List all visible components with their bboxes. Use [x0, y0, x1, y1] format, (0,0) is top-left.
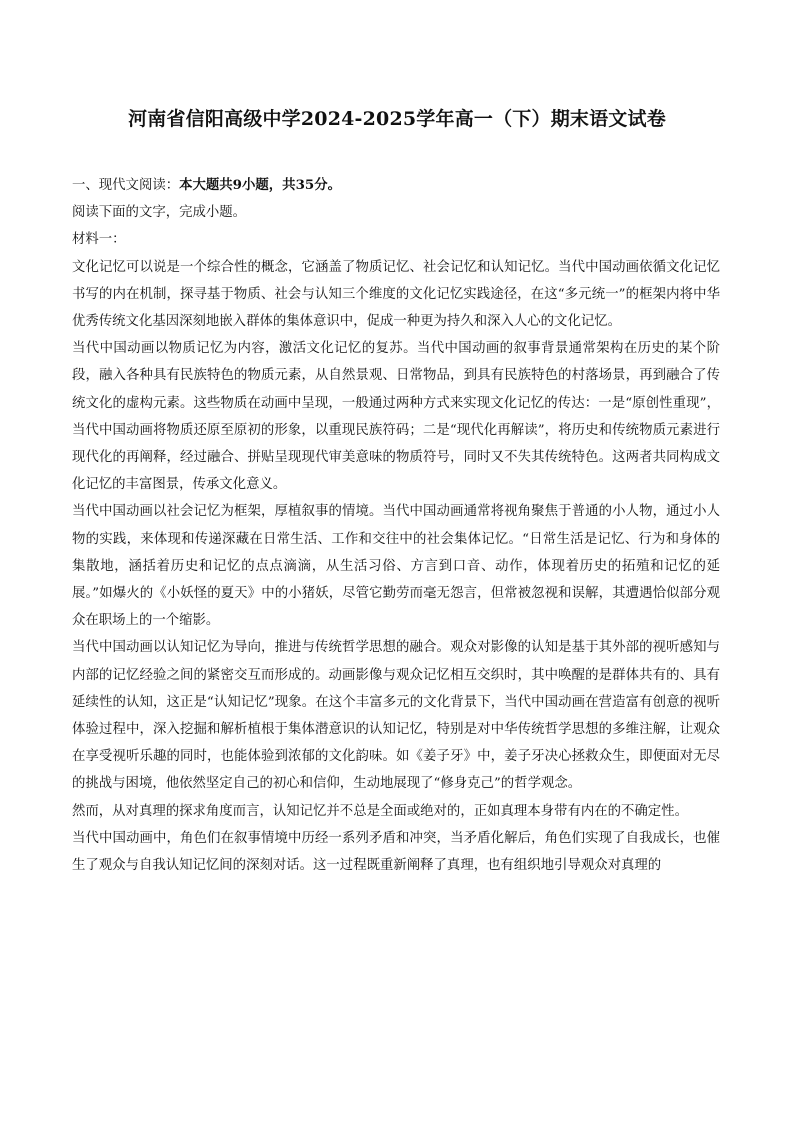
paragraph: 当代中国动画以社会记忆为框架，厚植叙事的情境。当代中国动画通常将视角聚焦于普通的小人物，通过小人物的实践，来体现和传递深藏在日常生活、工作和交往中的社会集体记忆。“日常生活是记忆、行为和身体的集散地，涵括着历史和记忆的点点滴滴，从生活习俗、方言到口音、动作，体现着历史的拓殖和记忆的延展。”如爆火的《小妖怪的夏天》中的小猪妖，尽管它勤劳而毫无怨言，但常被忽视和误解，其遭遇恰似部分观众在职场上的一个缩影。	[72, 504, 720, 629]
material-label: 材料一：	[72, 232, 126, 248]
paragraph: 文化记忆可以说是一个综合性的概念，它涵盖了物质记忆、社会记忆和认知记忆。当代中国动画依循文化记忆书写的内在机制，探寻基于物质、社会与认知三个维度的文化记忆实践途径，在这“多元统一”的框架内将中华优秀传统文化基因深刻地嵌入群体的集体意识中，促成一种更为持久和深入人心的文化记忆。	[72, 259, 720, 330]
section-heading-prefix: 一、现代文阅读：	[72, 178, 180, 193]
section-heading	[72, 172, 720, 199]
document-body	[72, 172, 720, 879]
section-heading-detail: 本大题共9小题，共35分。	[179, 177, 341, 193]
paragraph: 当代中国动画以认知记忆为导向，推进与传统哲学思想的融合。观众对影像的认知是基于其外部的视听感知与内部的记忆经验之间的紧密交互而形成的。动画影像与观众记忆相互交织时，其中唤醒的是群体共有的、具有延续性的认知，这正是“认知记忆”现象。在这个丰富多元的文化背景下，当代中国动画在营造富有创意的视听体验过程中，深入挖掘和解析植根于集体潜意识的认知记忆，特别是对中华传统哲学思想的多维注解，让观众在享受视听乐趣的同时，也能体验到浓郁的文化韵味。如《姜子牙》中，姜子牙决心拯救众生，即便面对无尽的挑战与困境，他依然坚定自己的初心和信仰，生动地展现了“修身克己”的哲学观念。	[72, 640, 720, 792]
reading-instruction: 阅读下面的文字，完成小题。	[72, 205, 247, 221]
paragraph: 当代中国动画中，角色们在叙事情境中历经一系列矛盾和冲突，当矛盾化解后，角色们实现了自我成长，也催生了观众与自我认知记忆间的深刻对话。这一过程既重新阐释了真理，也有组织地引导观众对真理的	[72, 830, 720, 874]
paragraph: 当代中国动画以物质记忆为内容，激活文化记忆的复苏。当代中国动画的叙事背景通常架构在历史的某个阶段，融入各种具有民族特色的物质元素，从自然景观、日常物品，到具有民族特色的村落场景，再到融合了传统文化的虚构元素。这些物质在动画中呈现，一般通过两种方式来实现文化记忆的传达：一是“原创性重现”，当代中国动画将物质还原至原初的形象，以重现民族符码；二是“现代化再解读”，将历史和传统物质元素进行现代化的再阐释，经过融合、拼贴呈现现代审美意味的物质符号，同时又不失其传统特色。这两者共同构成文化记忆的丰富图景，传承文化意义。	[72, 341, 720, 493]
paragraph: 然而，从对真理的探求角度而言，认知记忆并不总是全面或绝对的，正如真理本身带有内在的不确定性。	[72, 803, 688, 819]
document-title: 河南省信阳高级中学2024-2025学年高一（下）期末语文试卷	[128, 108, 666, 130]
